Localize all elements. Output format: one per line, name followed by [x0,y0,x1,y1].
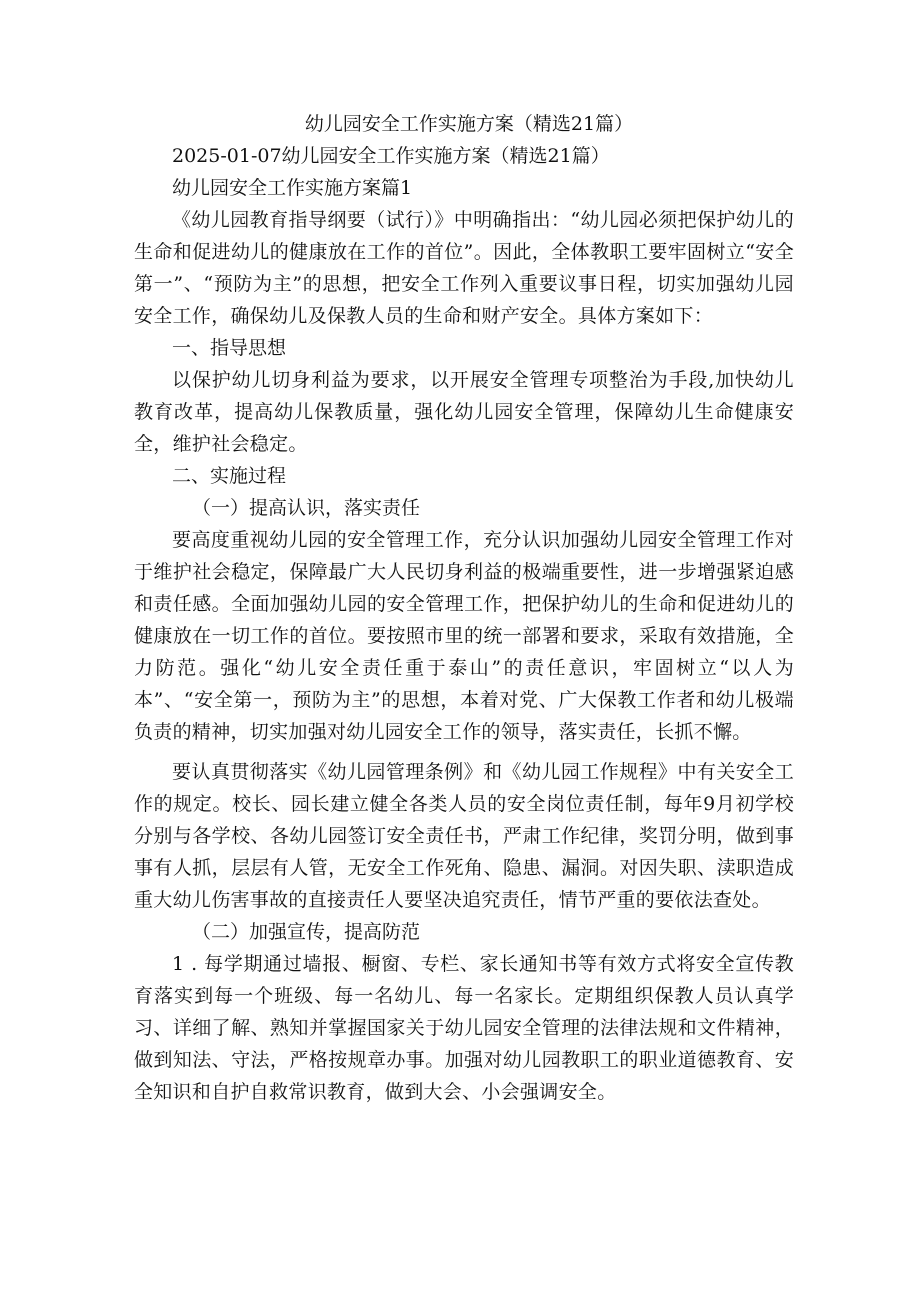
date-line: 2025-01-07幼儿园安全工作实施方案（精选21篇） [172,145,610,167]
document-title: 幼儿园安全工作实施方案（精选21篇） [304,113,634,135]
heading-implementation: 二、实施过程 [172,465,287,487]
paragraph-guiding-ideology: 以保护幼儿切身利益为要求，以开展安全管理专项整治为手段,加快幼儿教育改革，提高幼儿保教质量，强化幼儿园安全管理，保障幼儿生命健康安全，维护社会稳定。 [134,369,794,455]
paragraph-publicity-1: 1 . 每学期通过墙报、橱窗、专栏、家长通知书等有效方式将安全宣传教育落实到每一个班级、每一名幼儿、每一名家长。定期组织保教人员认真学习、详细了解、熟知并掌握国家关于幼儿园安全管理的法律法规和文件精神，做到知法、守法，严格按规章办事。加强对幼儿园教职工的职业道德教育、安全知识和自护自救常识教育，做到大会、小会强调安全。 [134,953,794,1103]
intro-paragraph: 《幼儿园教育指导纲要（试行）》中明确指出：“幼儿园必须把保护幼儿的生命和促进幼儿的健康放在工作的首位”。因此，全体教职工要牢固树立“安全第一”、“预防为主”的思想，把安全工作列入重要议事日程，切实加强幼儿园安全工作，确保幼儿及保教人员的生命和财产安全。具体方案如下： [134,209,794,327]
subheading-awareness: （一）提高认识，落实责任 [192,497,421,519]
subheading-publicity: （二）加强宣传，提高防范 [192,921,421,943]
document-body [134,108,794,1108]
section-title: 幼儿园安全工作实施方案篇1 [172,177,413,199]
paragraph-regulations: 要认真贯彻落实《幼儿园管理条例》和《幼儿园工作规程》中有关安全工作的规定。校长、园长建立健全各类人员的安全岗位责任制，每年9月初学校分别与各学校、各幼儿园签订安全责任书，严肃工作纪律，奖罚分明，做到事事有人抓，层层有人管，无安全工作死角、隐患、漏洞。对因失职、渎职造成重大幼儿伤害事故的直接责任人要坚决追究责任，情节严重的要依法查处。 [134,761,794,911]
heading-guiding-ideology: 一、指导思想 [172,337,287,359]
paragraph-awareness: 要高度重视幼儿园的安全管理工作，充分认识加强幼儿园安全管理工作对于维护社会稳定，保障最广大人民切身利益的极端重要性，进一步增强紧迫感和责任感。全面加强幼儿园的安全管理工作，把保护幼儿的生命和促进幼儿的健康放在一切工作的首位。要按照市里的统一部署和要求，采取有效措施，全力防范。强化“幼儿安全责任重于泰山”的责任意识，牢固树立“以人为本”、“安全第一，预防为主”的思想，本着对党、广大保教工作者和幼儿极端负责的精神，切实加强对幼儿园安全工作的领导，落实责任，长抓不懈。 [134,529,794,743]
